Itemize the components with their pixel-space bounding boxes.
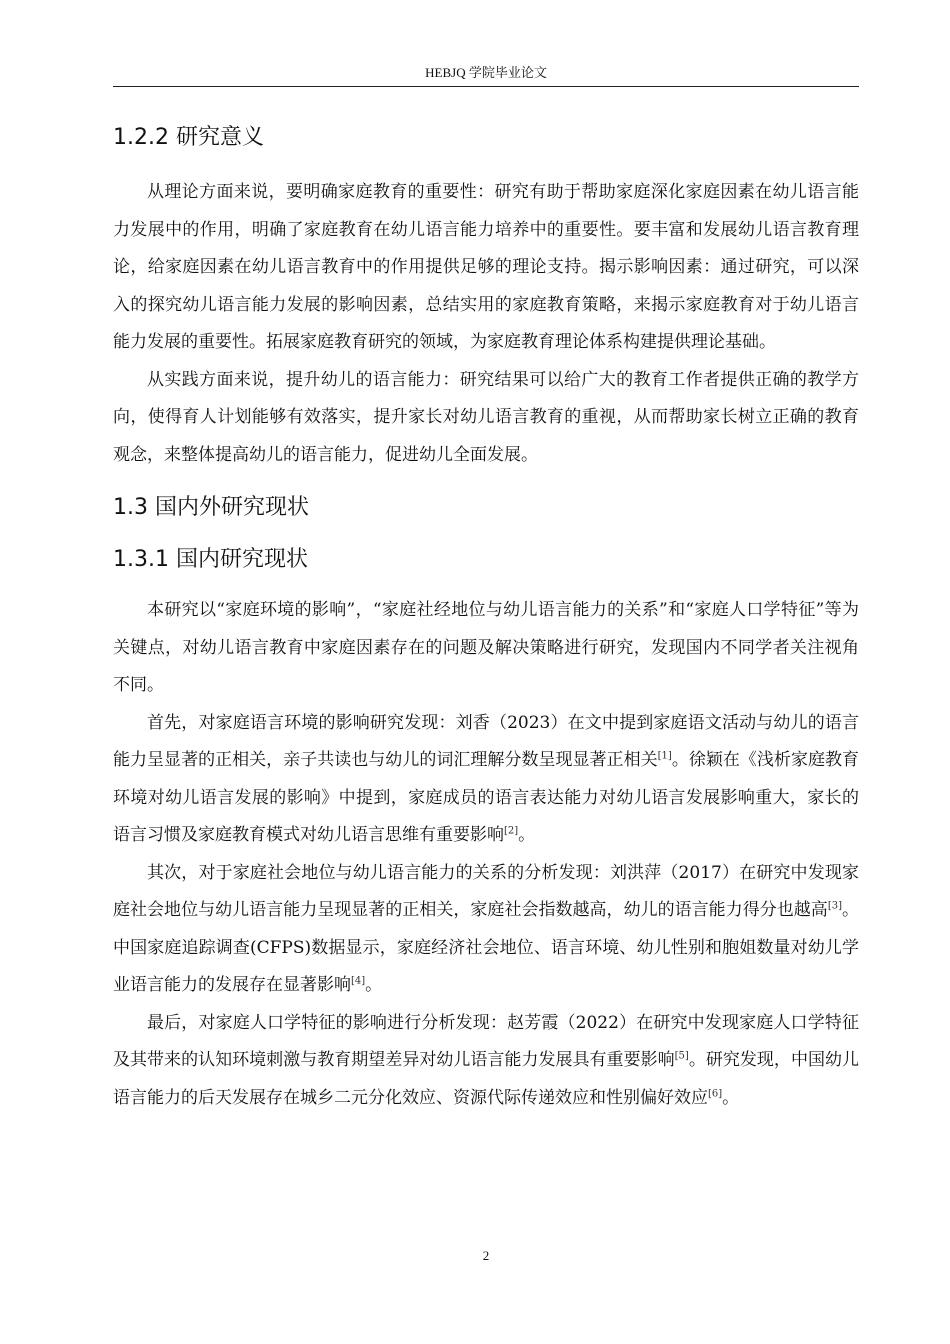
citation-ref-6[interactable]: [6] [708,1087,723,1099]
header-divider [113,86,859,87]
citation-ref-5[interactable]: [5] [674,1050,689,1062]
page-header: HEBJQ 学院毕业论文 [425,65,547,80]
body-content [113,118,859,1117]
text-segment: 。徐颖在《浅析家庭教育环境对幼儿语言发展的影响》中提到，家庭成员的语言表达能力对幼儿语言发展影响重大，家长的语言习惯及家庭教育模式对幼儿语言思维有重要影响 [113,750,860,845]
paragraph-demographics [113,1005,859,1118]
paragraph-social-status [113,855,859,1005]
paragraph-theory-significance: 从理论方面来说，要明确家庭教育的重要性：研究有助于帮助家庭深化家庭因素在幼儿语言能力发展中的作用，明确了家庭教育在幼儿语言能力培养中的重要性。要丰富和发展幼儿语言教育理论，给家庭因素在幼儿语言教育中的作用提供足够的理论支持。揭示影响因素：通过研究，可以深入的探究幼儿语言能力发展的影响因素，总结实用的家庭教育策略，来揭示家庭教育对于幼儿语言能力发展的重要性。拓展家庭教育研究的领域，为家庭教育理论体系构建提供理论基础。 [113,182,859,352]
text-segment: 。 [365,975,383,995]
section-heading-1-2-2: 1.2.2 研究意义 [113,125,264,150]
citation-ref-2[interactable]: [2] [504,825,519,837]
text-segment: 最后，对家庭人口学特征的影响进行分析发现：赵芳霞（2022）在研究中发现家庭人口学特征及其带来的认知环境刺激与教育期望差异对幼儿语言能力发展具有重要影响 [113,1012,859,1070]
text-segment: 首先，对家庭语言环境的影响研究发现：刘香（2023）在文中提到家庭语文活动与幼儿的语言能力呈显著的正相关，亲子共读也与幼儿的词汇理解分数呈现显著正相关 [113,712,859,770]
citation-ref-1[interactable]: [1] [657,750,672,762]
paragraph-language-environment [113,705,859,855]
section-heading-1-3-1: 1.3.1 国内研究现状 [113,547,308,572]
page-number: 2 [482,1248,490,1263]
text-segment: 。研究发现，中国幼儿语言能力的后天发展存在城乡二元分化效应、资源代际传递效应和性别偏好效应 [113,1050,860,1108]
text-segment: 。 [518,825,536,845]
citation-ref-4[interactable]: [4] [351,975,366,987]
citation-ref-3[interactable]: [3] [827,900,842,912]
text-segment: 。 [722,1087,740,1108]
text-segment: 其次，对于家庭社会地位与幼儿语言能力的关系的分析发现：刘洪萍（2017）在研究中发现家庭社会地位与幼儿语言能力呈现显著的正相关，家庭社会指数越高，幼儿的语言能力得分也越高 [113,862,859,920]
section-heading-1-3: 1.3 国内外研究现状 [113,495,309,520]
paragraph-domestic-intro: 本研究以“家庭环境的影响”，“家庭社经地位与幼儿语言能力的关系”和“家庭人口学特征”等为关键点，对幼儿语言教育中家庭因素存在的问题及解决策略进行研究，发现国内不同学者关注视角不同。 [113,600,859,695]
paragraph-practice-significance: 从实践方面来说，提升幼儿的语言能力：研究结果可以给广大的教育工作者提供正确的教学方向，使得育人计划能够有效落实，提升家长对幼儿语言教育的重视，从而帮助家长树立正确的教育观念，来整体提高幼儿的语言能力，促进幼儿全面发展。 [113,369,859,465]
text-segment: 。中国家庭追踪调查(CFPS)数据显示，家庭经济社会地位、语言环境、幼儿性别和胞姐数量对幼儿学业语言能力的发展存在显著影响 [113,900,860,995]
